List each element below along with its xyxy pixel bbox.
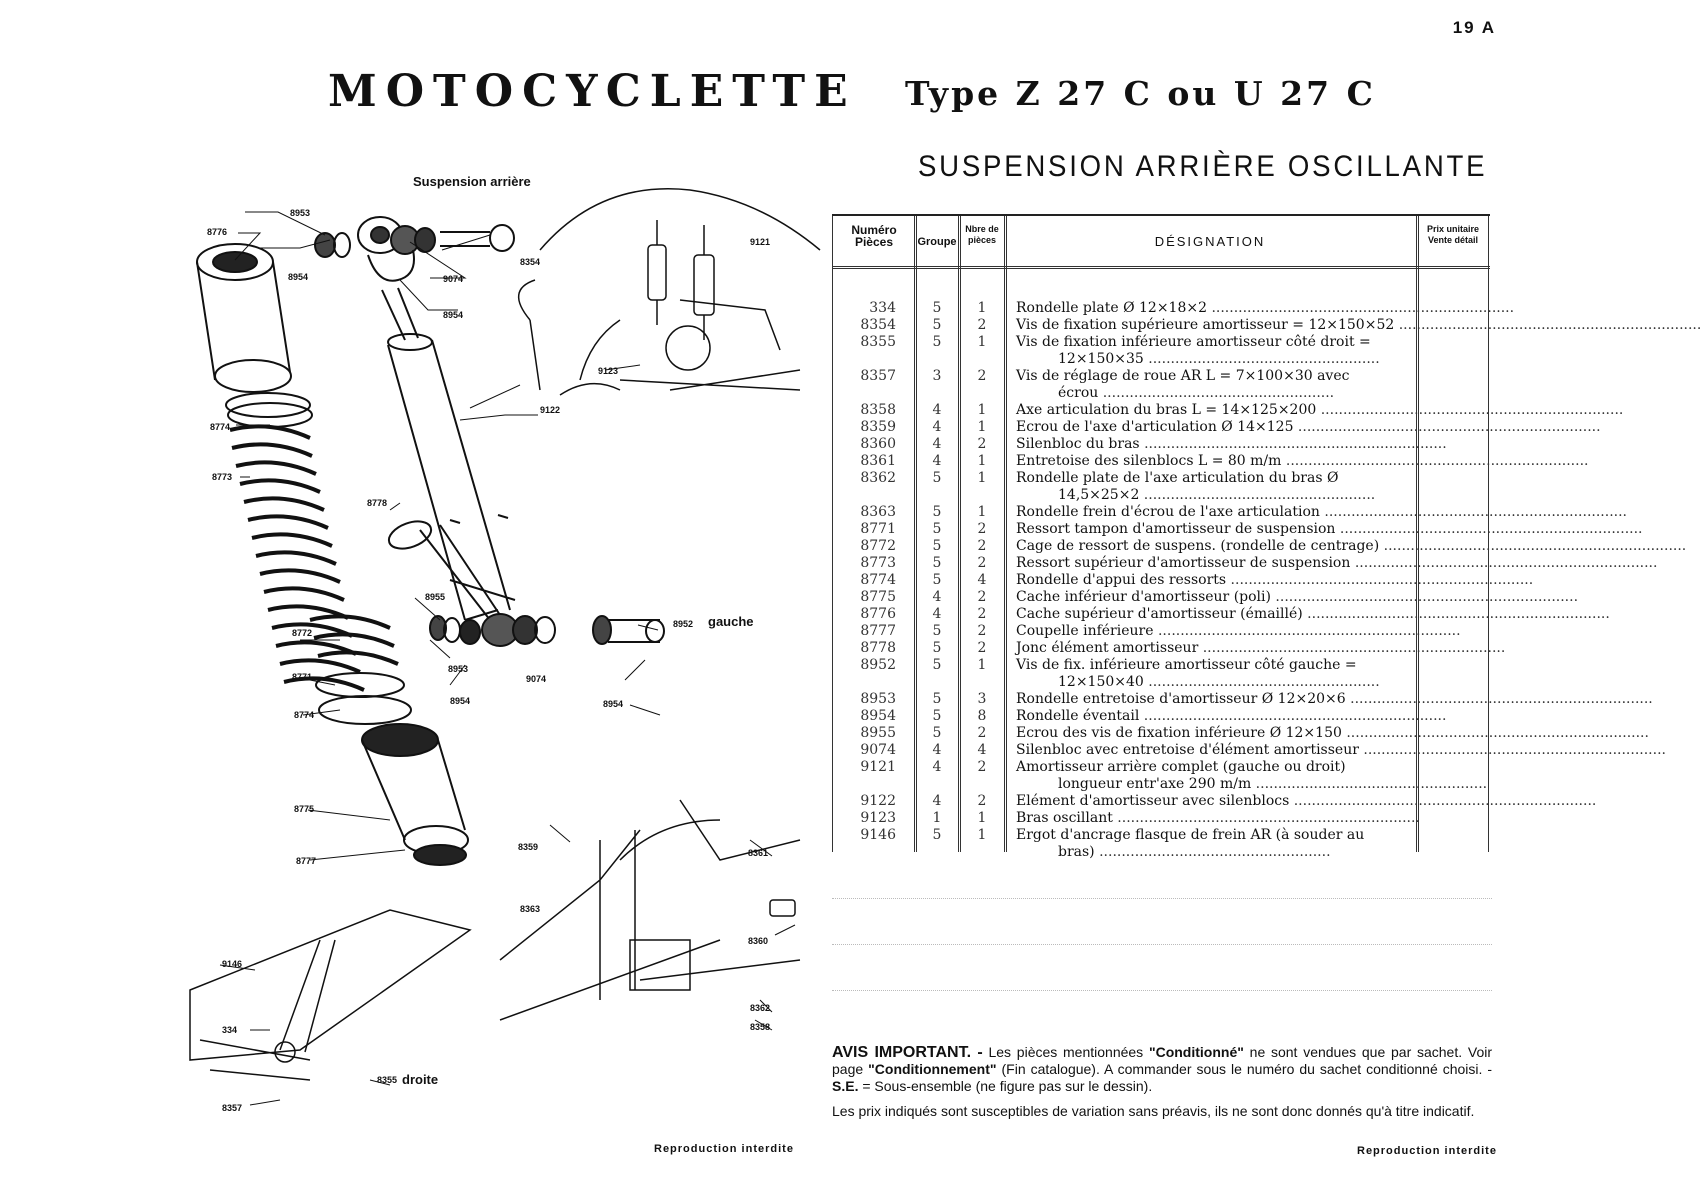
callout-8774: 8774 [210,422,231,432]
model-type-title: Type Z 27 C ou U 27 C [905,74,1376,113]
designation-text: Rondelle entretoise d'amortisseur Ø 12×20×6 [1016,691,1346,707]
cell-numero: 8359 [860,419,896,435]
shock-absorber-drawing [382,288,515,620]
cell-nbre: 2 [977,793,987,809]
callout-8778: 8778 [367,498,388,508]
important-notice [832,1044,1492,1128]
callout-8354: 8354 [520,257,541,267]
header-numero: Numéro Pièces [851,223,897,249]
designation-text: Ergot d'ancrage flasque de frein AR (à souder au [1016,827,1365,843]
callout-8776: 8776 [207,227,228,237]
cell-designation: Cache inférieur d'amortisseur (poli) .................................................................... [1016,589,1579,605]
cell-nbre: 1 [977,402,987,418]
callout-334: 334 [222,1025,238,1035]
cell-designation: Rondelle d'appui des ressorts .................................................................... [1016,572,1534,588]
callout-8362: 8362 [750,1003,771,1013]
designation-text: Vis de fix. inférieure amortisseur côté gauche = [1016,657,1357,673]
cell-groupe: 5 [932,555,942,571]
cell-numero: 8362 [860,470,896,486]
notice-conditionnement: "Conditionnement" [868,1061,997,1077]
blank-line [832,944,1492,945]
designation-text: Cage de ressort de suspens. (rondelle de centrage) [1016,538,1380,554]
footer-right: Reproduction interdite [1357,1145,1497,1157]
parts-table [832,214,1701,860]
cell-nbre: 2 [977,623,987,639]
cell-designation: Silenbloc du bras .................................................................... [1016,436,1447,452]
callout-8954: 8954 [288,272,309,282]
cell-numero: 9121 [860,759,896,775]
cell-designation: Cache supérieur d'amortisseur (émaillé) .................................................................... [1016,606,1610,622]
upper-cache-drawing [197,244,291,392]
header-groupe: Groupe [917,236,957,248]
cell-groupe: 5 [932,572,942,588]
cell-designation: Rondelle plate Ø 12×18×2 .................................................................... [1016,300,1515,316]
callout-9146: 9146 [222,959,243,969]
cell-numero: 8955 [860,725,896,741]
cell-designation: Elément d'amortisseur avec silenblocs .................................................................... [1016,793,1597,809]
cell-nbre: 2 [977,368,987,384]
exploded-parts-diagram [160,180,810,1140]
designation-continuation: 12×150×40 [1058,674,1144,690]
cell-nbre: 1 [977,419,987,435]
cell-nbre: 4 [977,742,987,758]
designation-text: Jonc élément amortisseur [1016,640,1199,656]
designation-text: Rondelle plate Ø 12×18×2 [1016,300,1207,316]
cell-groupe: 4 [932,759,942,775]
cell-designation: Axe articulation du bras L = 14×125×200 .................................................................... [1016,402,1624,418]
cell-groupe: 5 [932,504,942,520]
cell-groupe: 4 [932,419,942,435]
cell-designation: Rondelle frein d'écrou de l'axe articulation .................................................................... [1016,504,1628,520]
notice-text: Les pièces mentionnées [988,1044,1144,1060]
designation-continuation: bras) [1058,844,1095,860]
designation-text: Axe articulation du bras L = 14×125×200 [1016,402,1317,418]
cell-nbre: 3 [977,691,987,707]
cell-numero: 8953 [860,691,896,707]
cell-groupe: 4 [932,589,942,605]
cell-designation: Vis de réglage de roue AR L = 7×100×30 avec écrou .................................................... [1016,368,1350,401]
cell-designation: Vis de fix. inférieure amortisseur côté gauche = 12×150×40 .................................................... [1016,657,1380,690]
cell-numero: 8777 [860,623,896,639]
callout-8774-b: 8774 [294,710,315,720]
cell-nbre: 1 [977,334,987,350]
cell-designation: Rondelle éventail .................................................................... [1016,708,1447,724]
cell-numero: 8775 [860,589,896,605]
cell-designation: Amortisseur arrière complet (gauche ou droit) longueur entr'axe 290 m/m .................................................... [1016,759,1488,792]
designation-text: Ressort supérieur d'amortisseur de suspension [1016,555,1351,571]
cell-numero: 8773 [860,555,896,571]
cell-nbre: 4 [977,572,987,588]
cell-nbre: 2 [977,640,987,656]
callout-8363: 8363 [520,904,541,914]
callout-8954-d: 8954 [603,699,624,709]
cell-nbre: 2 [977,606,987,622]
designation-text: Cache supérieur d'amortisseur (émaillé) [1016,606,1303,622]
cell-numero: 8774 [860,572,896,588]
cell-groupe: 5 [932,538,942,554]
cell-nbre: 2 [977,555,987,571]
diagram-title: Suspension arrière [413,174,531,189]
callout-8771: 8771 [292,672,313,682]
cell-nbre: 1 [977,827,987,843]
cell-groupe: 5 [932,708,942,724]
cell-numero: 8354 [860,317,896,333]
callout-9122: 9122 [540,405,561,415]
callout-8955: 8955 [425,592,446,602]
cell-designation: Ressort supérieur d'amortisseur de suspension .................................................................... [1016,555,1658,571]
cell-numero: 8355 [860,334,896,350]
cell-designation: Silenbloc avec entretoise d'élément amortisseur .................................................................... [1016,742,1666,758]
cell-numero: 8771 [860,521,896,537]
cell-groupe: 5 [932,470,942,486]
cell-groupe: 5 [932,300,942,316]
designation-text: Rondelle plate de l'axe articulation du bras Ø [1016,470,1339,486]
cell-numero: 8778 [860,640,896,656]
cell-numero: 8363 [860,504,896,520]
cell-groupe: 4 [932,402,942,418]
designation-text: Coupelle inférieure [1016,623,1154,639]
cell-designation: Ressort tampon d'amortisseur de suspension .................................................................... [1016,521,1643,537]
callout-gauche: gauche [708,614,754,629]
callout-8357: 8357 [222,1103,243,1113]
callout-9123: 9123 [598,366,619,376]
cell-groupe: 4 [932,793,942,809]
cell-numero: 8954 [860,708,896,724]
cell-nbre: 1 [977,453,987,469]
cell-designation: Vis de fixation supérieure amortisseur = 12×150×52 .................................................................... [1016,317,1701,333]
designation-continuation: 14,5×25×2 [1058,487,1140,503]
notice-paragraph [832,1044,1492,1095]
cell-groupe: 4 [932,436,942,452]
notice-text: ne sont vendues que par sachet. Voir page [832,1044,1493,1077]
callout-8359: 8359 [518,842,539,852]
designation-text: Vis de fixation supérieure amortisseur = 12×150×52 [1016,317,1395,333]
cell-groupe: 5 [932,623,942,639]
cell-nbre: 2 [977,538,987,554]
swing-arm-sketch [190,800,800,1080]
cell-nbre: 2 [977,589,987,605]
jonc-ring-drawing [385,516,435,554]
cell-groupe: 4 [932,742,942,758]
cell-nbre: 1 [977,504,987,520]
callout-9074: 9074 [443,274,464,284]
callout-8358: 8358 [750,1022,771,1032]
designation-continuation: 12×150×35 [1058,351,1144,367]
designation-text: Elément d'amortisseur avec silenblocs [1016,793,1290,809]
footer-left: Reproduction interdite [654,1143,794,1155]
cell-nbre: 2 [977,317,987,333]
callout-8775: 8775 [294,804,315,814]
section-title: SUSPENSION ARRIÈRE OSCILLANTE [918,150,1488,183]
designation-text: Vis de réglage de roue AR L = 7×100×30 avec [1016,368,1350,384]
header-nbre: Nbre de pièces [965,224,999,245]
designation-text: Ressort tampon d'amortisseur de suspension [1016,521,1336,537]
designation-text: Rondelle d'appui des ressorts [1016,572,1227,588]
callout-9121: 9121 [750,237,771,247]
cell-designation: Rondelle entretoise d'amortisseur Ø 12×20×6 .................................................................... [1016,691,1653,707]
designation-text: Cache inférieur d'amortisseur (poli) [1016,589,1271,605]
cell-designation: Cage de ressort de suspens. (rondelle de centrage) .................................................................... [1016,538,1687,554]
cell-designation: Entretoise des silenblocs L = 80 m/m .................................................................... [1016,453,1589,469]
cell-designation: Ecrou des vis de fixation inférieure Ø 12×150 .................................................................... [1016,725,1649,741]
callout-8361: 8361 [748,848,769,858]
cell-groupe: 5 [932,334,942,350]
cell-nbre: 2 [977,759,987,775]
callout-8772: 8772 [292,628,313,638]
callout-8773: 8773 [212,472,233,482]
cell-nbre: 1 [977,810,987,826]
cell-numero: 8772 [860,538,896,554]
cell-numero: 8358 [860,402,896,418]
notice-text: (Fin catalogue). A commander sous le numéro du sachet conditionné choisi. - [1001,1061,1493,1077]
top-mount-drawing [315,217,514,281]
cell-nbre: 1 [977,657,987,673]
designation-continuation: longueur entr'axe 290 m/m [1058,776,1252,792]
callout-8954-c: 8954 [450,696,471,706]
cell-numero: 334 [869,300,896,316]
designation-text: Entretoise des silenblocs L = 80 m/m [1016,453,1282,469]
cell-groupe: 5 [932,691,942,707]
cell-numero: 9122 [860,793,896,809]
cell-groupe: 5 [932,521,942,537]
cell-numero: 9146 [860,827,896,843]
cell-groupe: 1 [932,810,942,826]
cell-groupe: 5 [932,657,942,673]
cell-designation: Coupelle inférieure .................................................................... [1016,623,1461,639]
blank-line [832,898,1492,899]
page-title: MOTOCYCLETTE [328,66,857,117]
header-designation: DÉSIGNATION [1154,234,1266,249]
callout-8953-b: 8953 [448,664,469,674]
cell-numero: 8357 [860,368,896,384]
cell-numero: 8952 [860,657,896,673]
header-prix: Prix unitaire Vente détail [1426,224,1480,245]
notice-price-disclaimer: Les prix indiqués sont susceptibles de variation sans préavis, ils ne sont donc donnés qu'à titre indicatif. [832,1103,1475,1119]
designation-text: Silenbloc avec entretoise d'élément amortisseur [1016,742,1359,758]
cell-nbre: 2 [977,725,987,741]
callout-8952: 8952 [673,619,694,629]
header-rule [832,266,1490,269]
callout-8777: 8777 [296,856,317,866]
notice-se: S.E. [832,1078,859,1094]
cell-nbre: 8 [977,708,987,724]
designation-text: Ecrou de l'axe d'articulation Ø 14×125 [1016,419,1294,435]
designation-text: Bras oscillant [1016,810,1113,826]
cell-groupe: 5 [932,640,942,656]
cell-nbre: 2 [977,436,987,452]
designation-text: Rondelle éventail [1016,708,1140,724]
designation-text: Ecrou des vis de fixation inférieure Ø 12×150 [1016,725,1342,741]
notice-conditionne: "Conditionné" [1148,1044,1244,1060]
designation-text: Vis de fixation inférieure amortisseur côté droit = [1016,334,1371,350]
cell-designation: Rondelle plate de l'axe articulation du bras Ø 14,5×25×2 .................................................... [1016,470,1376,503]
cell-groupe: 3 [932,368,942,384]
cell-designation: Vis de fixation inférieure amortisseur côté droit = 12×150×35 .................................................... [1016,334,1380,367]
cell-nbre: 1 [977,470,987,486]
page-number: 19 A [1452,18,1496,37]
cell-groupe: 4 [932,453,942,469]
callout-8360: 8360 [748,936,769,946]
notice-heading: AVIS IMPORTANT. - [832,1044,983,1061]
callout-8954-b: 8954 [443,310,464,320]
lower-cache-drawing [362,724,468,865]
blank-line [832,990,1492,991]
cell-numero: 8361 [860,453,896,469]
callout-8355: 8355 [377,1075,398,1085]
column-divider [1004,216,1007,852]
cell-groupe: 5 [932,725,942,741]
cell-groupe: 5 [932,827,942,843]
cell-designation: Ecrou de l'axe d'articulation Ø 14×125 .................................................................... [1016,419,1601,435]
cell-designation: Bras oscillant .................................................................... [1016,810,1420,826]
designation-continuation: écrou [1058,385,1099,401]
callout-8953: 8953 [290,208,311,218]
cell-numero: 9123 [860,810,896,826]
cell-designation: Ergot d'ancrage flasque de frein AR (à souder au bras) .................................................... [1016,827,1365,860]
callout-9074-b: 9074 [526,674,547,684]
callout-droite: droite [402,1072,439,1087]
cell-designation: Jonc élément amortisseur .................................................................... [1016,640,1506,656]
cell-nbre: 2 [977,521,987,537]
cell-numero: 8776 [860,606,896,622]
cell-numero: 9074 [860,742,896,758]
designation-text: Silenbloc du bras [1016,436,1140,452]
rear-frame-sketch [519,189,820,395]
designation-text: Rondelle frein d'écrou de l'axe articulation [1016,504,1320,520]
cell-numero: 8360 [860,436,896,452]
cell-groupe: 5 [932,317,942,333]
designation-text: Amortisseur arrière complet (gauche ou droit) [1016,759,1346,775]
cell-nbre: 1 [977,300,987,316]
notice-text: = Sous-ensemble (ne figure pas sur le dessin). [862,1078,1153,1094]
cell-groupe: 4 [932,606,942,622]
